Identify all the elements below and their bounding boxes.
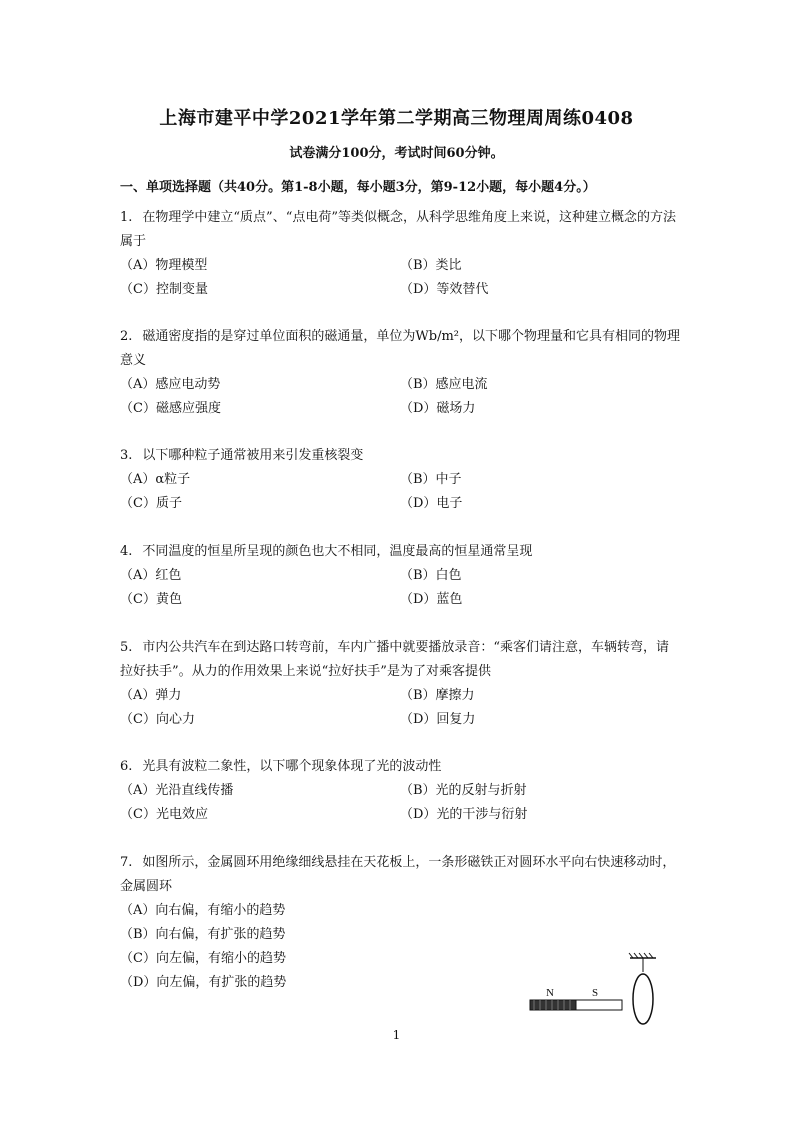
question-text: 在物理学中建立“质点”、“点电荷”等类似概念，从科学思维角度上来说，这种建立概念的方法属于 [120,210,676,249]
question-4 [120,540,680,612]
question-number: 2. [120,329,133,344]
page-number: 1 [392,1028,401,1042]
question-2 [120,325,680,421]
question-text: 市内公共汽车在到达路口转弯前，车内广播中就要播放录音：“乘客们请注意，车辆转弯，请拉好扶手”。从力的作用效果上来说“拉好扶手”是为了对乘客提供 [120,640,670,679]
option-d: （D）电子 [400,496,463,511]
section-heading: 一、单项选择题（共40分。第1-8小题，每小题3分，第9-12小题，每小题4分。） [120,180,596,195]
option-d: （D）蓝色 [400,592,463,607]
question-number: 1. [120,210,133,225]
option-c: （C）光电效应 [120,807,208,822]
options [120,564,680,612]
option-c: （C）向心力 [120,712,195,727]
question-text: 光具有波粒二象性，以下哪个现象体现了光的波动性 [142,759,442,774]
option-c: （C）质子 [120,496,182,511]
option-b: （B）摩擦力 [400,688,475,703]
question-6 [120,755,680,827]
option-a: （A）向右偏，有缩小的趋势 [120,903,286,918]
question-number: 7. [120,855,133,870]
option-a: （A）α粒子 [120,472,191,487]
question-number: 5. [120,640,133,655]
option-b: （B）感应电流 [400,377,488,392]
option-b: （B）中子 [400,472,462,487]
option-c: （C）黄色 [120,592,182,607]
options [120,468,680,516]
option-d: （D）向左偏，有扩张的趋势 [120,975,287,990]
option-d: （D）等效替代 [400,282,489,297]
option-d: （D）磁场力 [400,401,476,416]
option-a: （A）感应电动势 [120,377,221,392]
question-text: 不同温度的恒星所呈现的颜色也大不相同，温度最高的恒星通常呈现 [142,544,533,559]
ceiling [629,953,656,958]
page-title: 上海市建平中学2021学年第二学期高三物理周周练0408 [159,108,634,129]
option-b: （B）光的反射与折射 [400,783,527,798]
option-a: （A）光沿直线传播 [120,783,234,798]
options [120,254,680,302]
option-c: （C）磁感应强度 [120,401,221,416]
option-b: （B）向右偏，有扩张的趋势 [120,927,286,942]
bar-magnet [530,1000,622,1010]
question-1 [120,206,680,302]
option-a: （A）物理模型 [120,258,208,273]
option-b: （B）类比 [400,258,462,273]
option-d: （D）回复力 [400,712,476,727]
question-text: 如图所示，金属圆环用绝缘细线悬挂在天花板上，一条形磁铁正对圆环水平向右快速移动时，金属圆环 [120,855,676,894]
question-number: 4. [120,544,133,559]
metal-ring [633,974,653,1024]
options [120,373,680,421]
options [120,779,680,827]
option-c: （C）控制变量 [120,282,208,297]
exam-info: 试卷满分100分，考试时间60分钟。 [289,146,504,161]
option-b: （B）白色 [400,568,462,583]
option-a: （A）红色 [120,568,182,583]
question-number: 6. [120,759,133,774]
question-text: 磁通密度指的是穿过单位面积的磁通量，单位为Wb/m²，以下哪个物理量和它具有相同的物理意义 [120,329,681,368]
magnet-n-label: N [546,987,554,999]
option-a: （A）弹力 [120,688,182,703]
option-c: （C）向左偏，有缩小的趋势 [120,951,286,966]
option-d: （D）光的干涉与衍射 [400,807,528,822]
magnet-s-label: S [592,987,599,999]
question-text: 以下哪种粒子通常被用来引发重核裂变 [142,448,364,463]
magnet-ring-figure [528,950,668,1030]
question-number: 3. [120,448,133,463]
question-3 [120,444,680,516]
question-5 [120,636,680,732]
options [120,684,680,732]
